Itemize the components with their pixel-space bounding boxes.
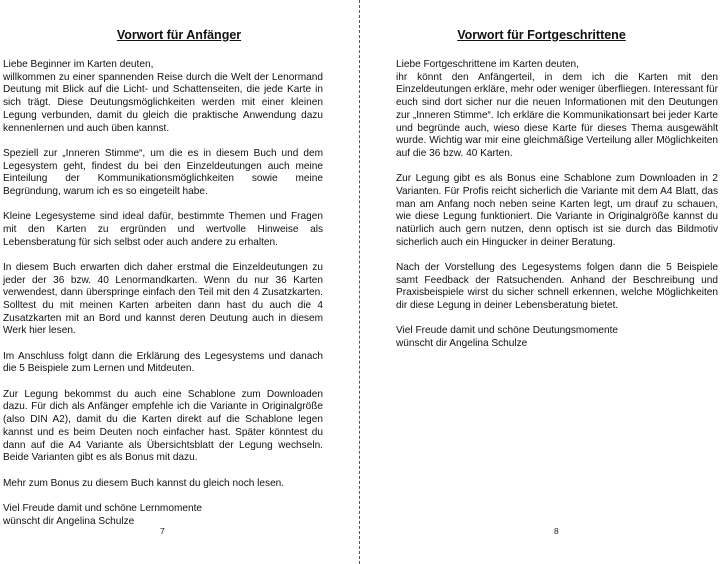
paragraph-card-meanings: In diesem Buch erwarten dich daher erstmal die Einzeldeutungen zu jeder der 36 bzw. 40 Lenormandkarten. Wenn du nur 36 Karten verwendest, dann überspringe einfach den Teil mit den 4 Zusatzkarten. Solltest du mit meinen Karten arbeiten dann hast du auch die 4 Zusatzkarten mit an Bord und kannst deren Deutung auch in diesem Werk hier lesen.: [3, 261, 323, 337]
paragraph-small-spreads: Kleine Legesysteme sind ideal dafür, bestimmte Themen und Fragen mit den Karten zu ergründen und wertvolle Hinweise als Lebensberatung für sich selbst oder auch andere zu erhalten.: [3, 211, 323, 248]
left-page: [0, 0, 358, 564]
page-number: 8: [554, 526, 559, 536]
paragraph-signature: Viel Freude damit und schöne Deutungsmomente wünscht dir Angelina Schulze: [396, 325, 619, 350]
paragraph-signature: Viel Freude damit und schöne Lernmomente wünscht dir Angelina Schulze: [3, 502, 203, 527]
page-fold-divider: [359, 0, 360, 564]
paragraph-examples: Nach der Vorstellung des Legesystems folgen dann die 5 Beispiele samt Feedback der Ratsuchenden. Anhand der Beschreibung und Praxisbeispiele wirst du sicher schnell erkennen, welche Möglichkeiten dir diese Legung in deiner Lebensberatung bietet.: [396, 262, 718, 312]
page-title: Vorwort für Anfänger: [116, 28, 242, 42]
paragraph-inner-voice: Speziell zur „Inneren Stimme“, um die es in diesem Buch und dem Legesystem geht, findest du bei den Einzeldeutungen auch meine Einteilung der Kommunikationsmöglichkeiten sowie meine Begründung, warum ich es so eingeteilt habe.: [3, 147, 323, 197]
page-body: [3, 59, 323, 541]
paragraph-template: Zur Legung gibt es als Bonus eine Schablone zum Downloaden in 2 Varianten. Für Profis reicht sicherlich die Variante mit dem A4 Blatt, das man am Anfang noch neben seine Karten legt, um drauf zu schauen, wie diese Legung funktioniert. Die Variante in Originalgröße kannst du natürlich auch gern nutzen, denn optisch ist sie durch das Bildmotiv sicherlich auch ein Hingucker in deiner Beratung.: [396, 173, 718, 248]
paragraph-greeting: Liebe Beginner im Karten deuten, willkommen zu einer spannenden Reise durch die Welt der Lenormand Deutung mit Blick auf die Licht- und Schattenseiten, die jede Karte in sich trägt. Diese Deutungsmöglichkeiten werden mit einer kleinen Legung verbunden, damit du gleich die praktische Anwendung dazu kennenlernen und auch üben kannst.: [3, 59, 323, 134]
page-body: [396, 59, 718, 363]
paragraph-greeting: Liebe Fortgeschrittene im Karten deuten, ihr könnt den Anfängerteil, in dem ich die Karten mit den Einzeldeutungen erkläre, mehr oder weniger überfliegen. Interessant für euch sind dort sicher nur die neuen Informationen mit den Deutungen zur „Inneren Stimme“. Ich erkläre die Kommunikationsart bei jeder Karte und begründe auch, wieso diese Karte für dieses Thema ausgewählt wurde. Wichtig war mir eine gleichmäßige Verteilung aller Möglichkeiten auf die 36 bzw. 40 Karten.: [396, 59, 718, 159]
right-page: [363, 0, 720, 564]
page-title: Vorwort für Fortgeschrittene: [457, 28, 626, 42]
page-number: 7: [160, 526, 165, 536]
paragraph-template: Zur Legung bekommst du auch eine Schablone zum Downloaden dazu. Für dich als Anfänger empfehle ich die Variante in Originalgröße (also DIN A2), damit du die Karten direkt auf die Schablone legen kannst und es beim Deuten noch einfacher hast. Später könntest du dann auf die A4 Variante als Übersichtsblatt der Legung wechseln. Beide Varianten gibt es als Bonus mit dazu.: [3, 388, 323, 464]
paragraph-examples: Im Anschluss folgt dann die Erklärung des Legesystems und danach die 5 Beispiele zum Lernen und Mitdeuten.: [3, 350, 323, 375]
paragraph-bonus: Mehr zum Bonus zu diesem Buch kannst du gleich noch lesen.: [3, 477, 285, 489]
